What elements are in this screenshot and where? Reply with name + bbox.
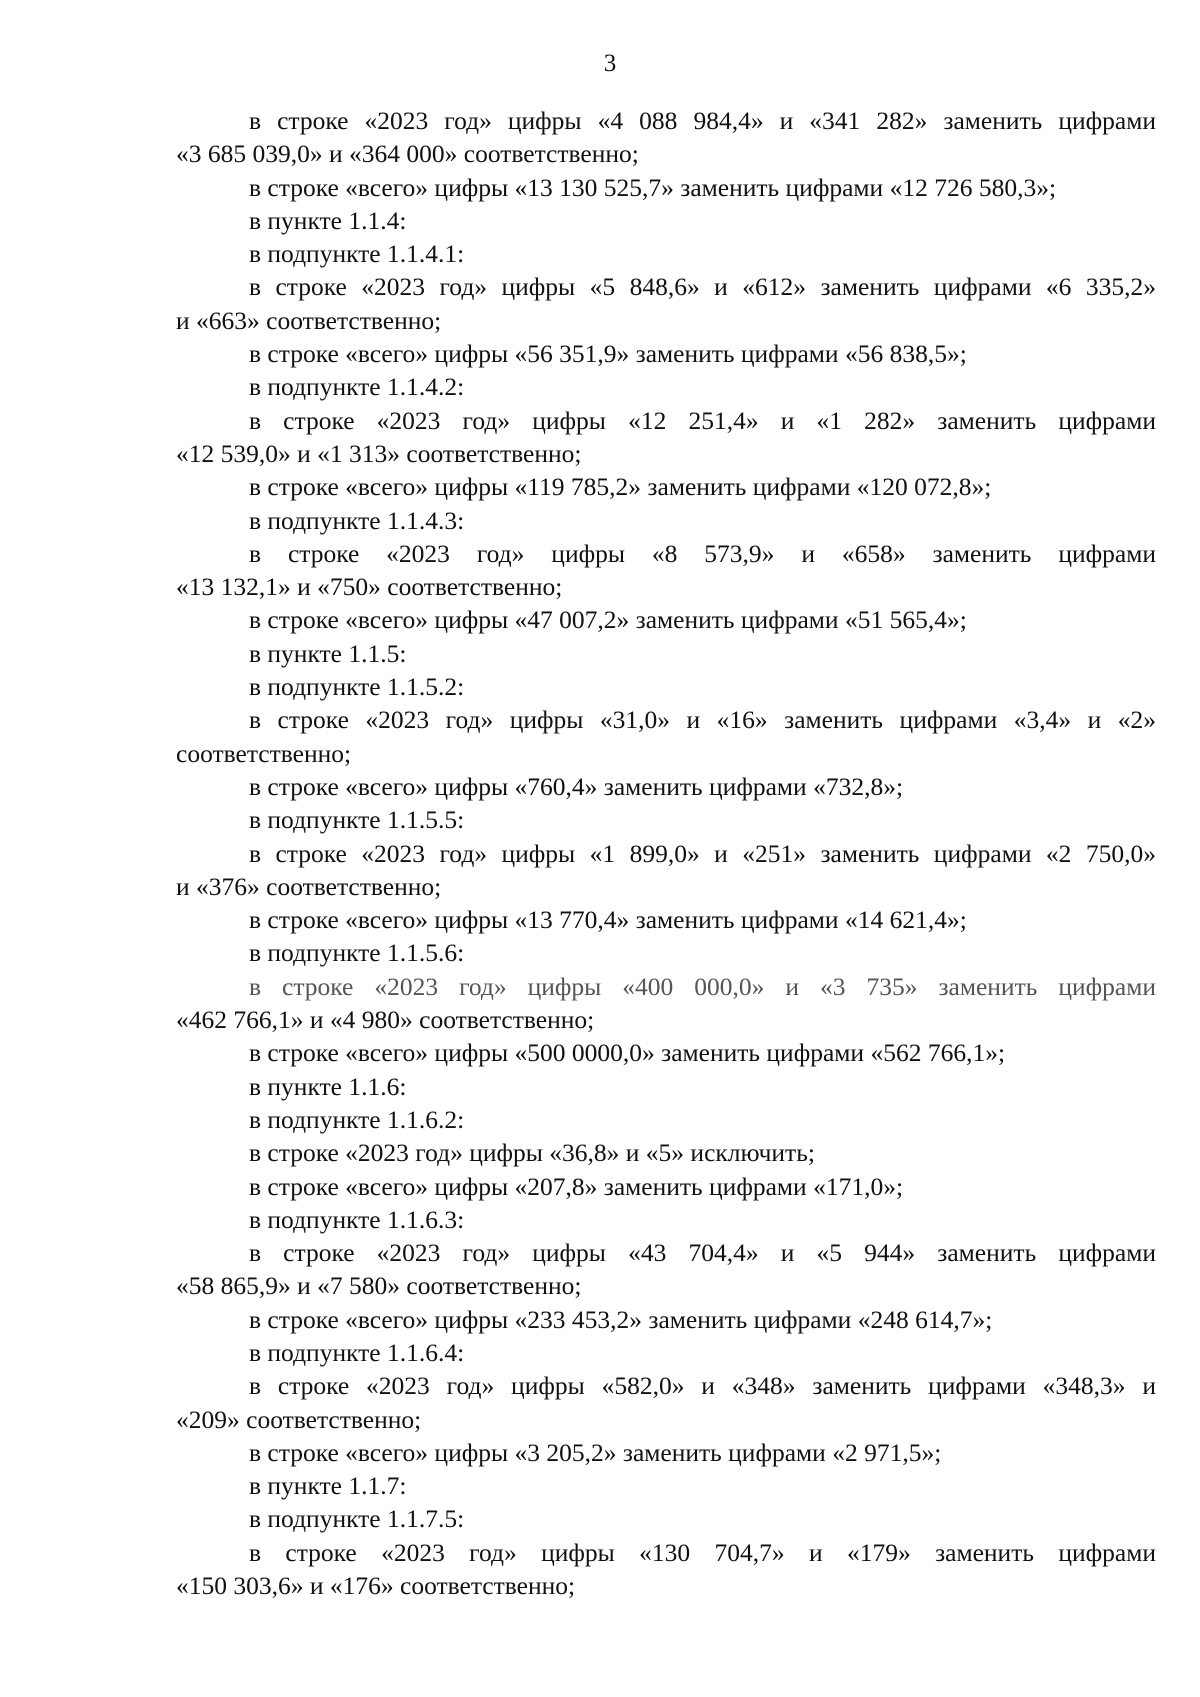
text-line: в строке «всего» цифры «13 130 525,7» заменить цифрами «12 726 580,3»; <box>249 172 1057 202</box>
text-line: в строке «2023 год» цифры «36,8» и «5» исключить; <box>249 1138 815 1168</box>
text-line: в пункте 1.1.5: <box>249 638 407 668</box>
page-number: 3 <box>603 50 617 77</box>
text-line: «12 539,0» и «1 313» соответственно; <box>176 438 582 468</box>
text-line: в пункте 1.1.6: <box>249 1071 407 1101</box>
text-line: и «376» соответственно; <box>176 871 442 901</box>
text-line: в подпункте 1.1.5.5: <box>249 805 465 835</box>
text-line: в пункте 1.1.4: <box>249 205 407 235</box>
text-line: в строке «2023 год» цифры «1 899,0» и «251» заменить цифрами «2 750,0» <box>249 838 1156 868</box>
text-line: в пункте 1.1.7: <box>249 1471 407 1501</box>
text-line: в подпункте 1.1.5.2: <box>249 672 465 702</box>
text-line: в строке «всего» цифры «56 351,9» заменить цифрами «56 838,5»; <box>249 339 967 369</box>
text-line: в строке «2023 год» цифры «5 848,6» и «612» заменить цифрами «6 335,2» <box>249 272 1156 302</box>
text-line: в подпункте 1.1.4.1: <box>249 239 465 269</box>
text-line: в строке «всего» цифры «13 770,4» заменить цифрами «14 621,4»; <box>249 905 967 935</box>
text-line: «58 865,9» и «7 580» соответственно; <box>176 1271 582 1301</box>
text-line: в подпункте 1.1.4.3: <box>249 505 465 535</box>
text-line: в строке «всего» цифры «3 205,2» заменить цифрами «2 971,5»; <box>249 1437 942 1467</box>
text-line: в строке «всего» цифры «207,8» заменить цифрами «171,0»; <box>249 1171 904 1201</box>
text-line: «3 685 039,0» и «364 000» соответственно; <box>176 139 639 169</box>
text-line: «13 132,1» и «750» соответственно; <box>176 572 563 602</box>
document-body <box>176 104 1156 1602</box>
text-line: в строке «2023 год» цифры «582,0» и «348» заменить цифрами «348,3» и <box>249 1371 1156 1401</box>
text-line: в подпункте 1.1.4.2: <box>249 372 465 402</box>
text-line: и «663» соответственно; <box>176 305 442 335</box>
text-line: в строке «всего» цифры «119 785,2» заменить цифрами «120 072,8»; <box>249 472 992 502</box>
text-line: в строке «2023 год» цифры «12 251,4» и «1 282» заменить цифрами <box>249 405 1156 435</box>
text-line: в подпункте 1.1.6.4: <box>249 1337 465 1367</box>
text-line: соответственно; <box>176 738 352 768</box>
text-line: в строке «2023 год» цифры «43 704,4» и «5 944» заменить цифрами <box>249 1238 1156 1268</box>
text-line: «209» соответственно; <box>176 1404 422 1434</box>
text-line: «150 303,6» и «176» соответственно; <box>176 1571 576 1601</box>
text-line: в строке «всего» цифры «500 0000,0» заменить цифрами «562 766,1»; <box>249 1038 1006 1068</box>
text-line: в подпункте 1.1.6.3: <box>249 1204 465 1234</box>
text-line: в строке «2023 год» цифры «8 573,9» и «658» заменить цифрами <box>249 538 1156 568</box>
text-line: в строке «2023 год» цифры «31,0» и «16» заменить цифрами «3,4» и «2» <box>249 705 1156 735</box>
text-line: «462 766,1» и «4 980» соответственно; <box>176 1005 595 1035</box>
text-line: в строке «всего» цифры «47 007,2» заменить цифрами «51 565,4»; <box>249 605 967 635</box>
text-line: в подпункте 1.1.7.5: <box>249 1504 465 1534</box>
text-line: в строке «2023 год» цифры «400 000,0» и «3 735» заменить цифрами <box>249 971 1156 1001</box>
text-line: в строке «2023 год» цифры «130 704,7» и «179» заменить цифрами <box>249 1537 1156 1567</box>
text-line: в строке «всего» цифры «233 453,2» заменить цифрами «248 614,7»; <box>249 1304 993 1334</box>
text-line: в подпункте 1.1.6.2: <box>249 1104 465 1134</box>
text-line: в строке «2023 год» цифры «4 088 984,4» и «341 282» заменить цифрами <box>249 106 1156 135</box>
text-line: в подпункте 1.1.5.6: <box>249 938 465 968</box>
text-line: в строке «всего» цифры «760,4» заменить цифрами «732,8»; <box>249 771 904 801</box>
